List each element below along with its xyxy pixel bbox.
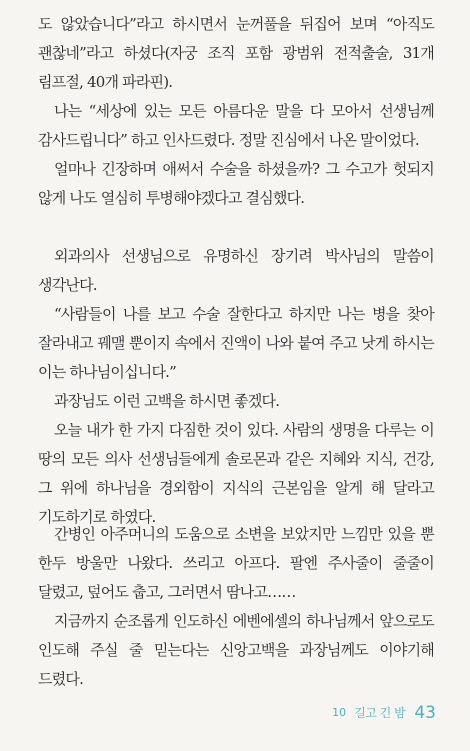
paragraph: 과장님도 이런 고백을 하시면 좋겠다. [54,392,280,410]
text-block-1 [38,10,434,213]
paragraph: 지금까지 순조롭게 인도하신 에벤에셀의 하나님께서 앞으로도 인도해 주실 줄 믿는다는 신앙고백을 과장님께도 이야기해 드렸다. [38,612,434,688]
page-number: 43 [414,702,436,723]
paragraph: 외과의사 선생님으로 유명하신 장기려 박사님의 말씀이 생각난다. [38,247,434,294]
page-footer [332,702,436,723]
quote-paragraph: “사람들이 나를 보고 수술 잘한다고 하지만 나는 병을 찾아 잘라내고 꿰맬 뿐이지 속에서 진액이 나와 붙여 주고 낫게 하시는 이는 하나님이십니다.” [38,305,434,381]
paragraph: 도 않았습니다”라고 하시면서 눈꺼풀을 뒤집어 보며 “아직도 괜찮네”라고 하셨다(자궁 조직 포함 광범위 전적출술, 31개 림프절, 40개 파라핀). [38,15,434,91]
paragraph: 간병인 아주머니의 도움으로 소변을 보았지만 느낌만 있을 뿐 한두 방울만 나왔다. 쓰리고 아프다. 팔엔 주사줄이 줄줄이 달렸고, 덮어도 춥고, 그러면서 땀나고…… [38,525,434,601]
chapter-number: 10 [332,706,347,719]
chapter-title: 길고 긴 밤 [354,706,406,720]
paragraph: 얼마나 긴장하며 애써서 수술을 하셨을까? 그 수고가 헛되지 않게 나도 열심히 투병해야겠다고 결심했다. [38,160,434,207]
text-block-3 [38,520,434,694]
paragraph: 오늘 내가 한 가지 다짐한 것이 있다. 사람의 생명을 다루는 이 땅의 모든 의사 선생님들에게 솔로몬과 같은 지혜와 지식, 건강, 그 위에 하나님을 경외함이 지식의 근본임을 알게 해 달라고 기도하기로 하였다. [38,421,434,526]
text-block-2 [38,242,434,532]
paragraph: 나는 “세상에 있는 모든 아름다운 말을 다 모아서 선생님께 감사드립니다” 하고 인사드렸다. 정말 진심에서 나온 말이었다. [38,102,434,149]
